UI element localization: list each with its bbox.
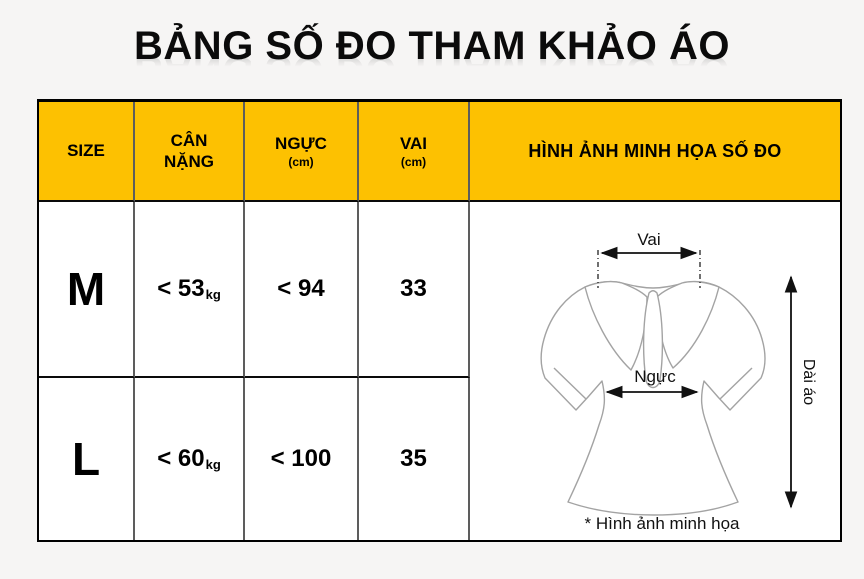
table-row-m-size	[39, 202, 135, 378]
chest-value: < 94	[277, 275, 325, 302]
shoulder-measure-annotation	[598, 230, 700, 288]
header-weight-label: CÂN NẶNG	[163, 130, 215, 171]
header-chest-unit: (cm)	[288, 155, 314, 170]
length-measure-annotation	[791, 277, 817, 507]
table-row-m-weight	[135, 202, 245, 378]
size-table	[37, 99, 842, 542]
length-measure-label: Dài áo	[800, 358, 817, 406]
header-cell-illustration	[470, 102, 840, 202]
header-size-label: SIZE	[67, 141, 105, 161]
header-cell-weight	[135, 102, 245, 202]
table-row-l-weight	[135, 378, 245, 540]
shoulder-value: 33	[400, 275, 427, 302]
header-shoulder-label: VAI	[399, 133, 428, 153]
garment-measurement-diagram	[470, 202, 844, 541]
header-illustration-label: HÌNH ẢNH MINH HỌA SỐ ĐO	[528, 140, 782, 161]
size-value: L	[71, 433, 101, 485]
table-row-m-chest	[245, 202, 359, 378]
illustration-caption: * Hình ảnh minh họa	[584, 514, 740, 533]
shoulder-measure-label: Vai	[637, 230, 661, 249]
chest-value: < 100	[270, 445, 332, 472]
table-row-l-chest	[245, 378, 359, 540]
weight-value: < 60kg	[157, 445, 221, 472]
garment-outline-drawing	[541, 282, 765, 515]
header-shoulder-unit: (cm)	[400, 155, 427, 170]
page-title: BẢNG SỐ ĐO THAM KHẢO ÁO	[134, 24, 730, 68]
weight-value: < 53kg	[157, 275, 221, 302]
chest-measure-label: Ngực	[634, 367, 676, 386]
table-row-m-shoulder	[359, 202, 470, 378]
weight-unit: kg	[205, 287, 221, 302]
shoulder-value: 35	[400, 445, 427, 472]
table-row-l-size	[39, 378, 135, 540]
header-cell-shoulder	[359, 102, 470, 202]
header-chest-label: NGỰC	[275, 133, 327, 153]
size-value: M	[66, 263, 106, 315]
weight-unit: kg	[205, 457, 221, 472]
header-cell-size	[39, 102, 135, 202]
measurement-illustration-cell	[470, 202, 840, 540]
table-row-l-shoulder	[359, 378, 470, 540]
header-cell-chest	[245, 102, 359, 202]
